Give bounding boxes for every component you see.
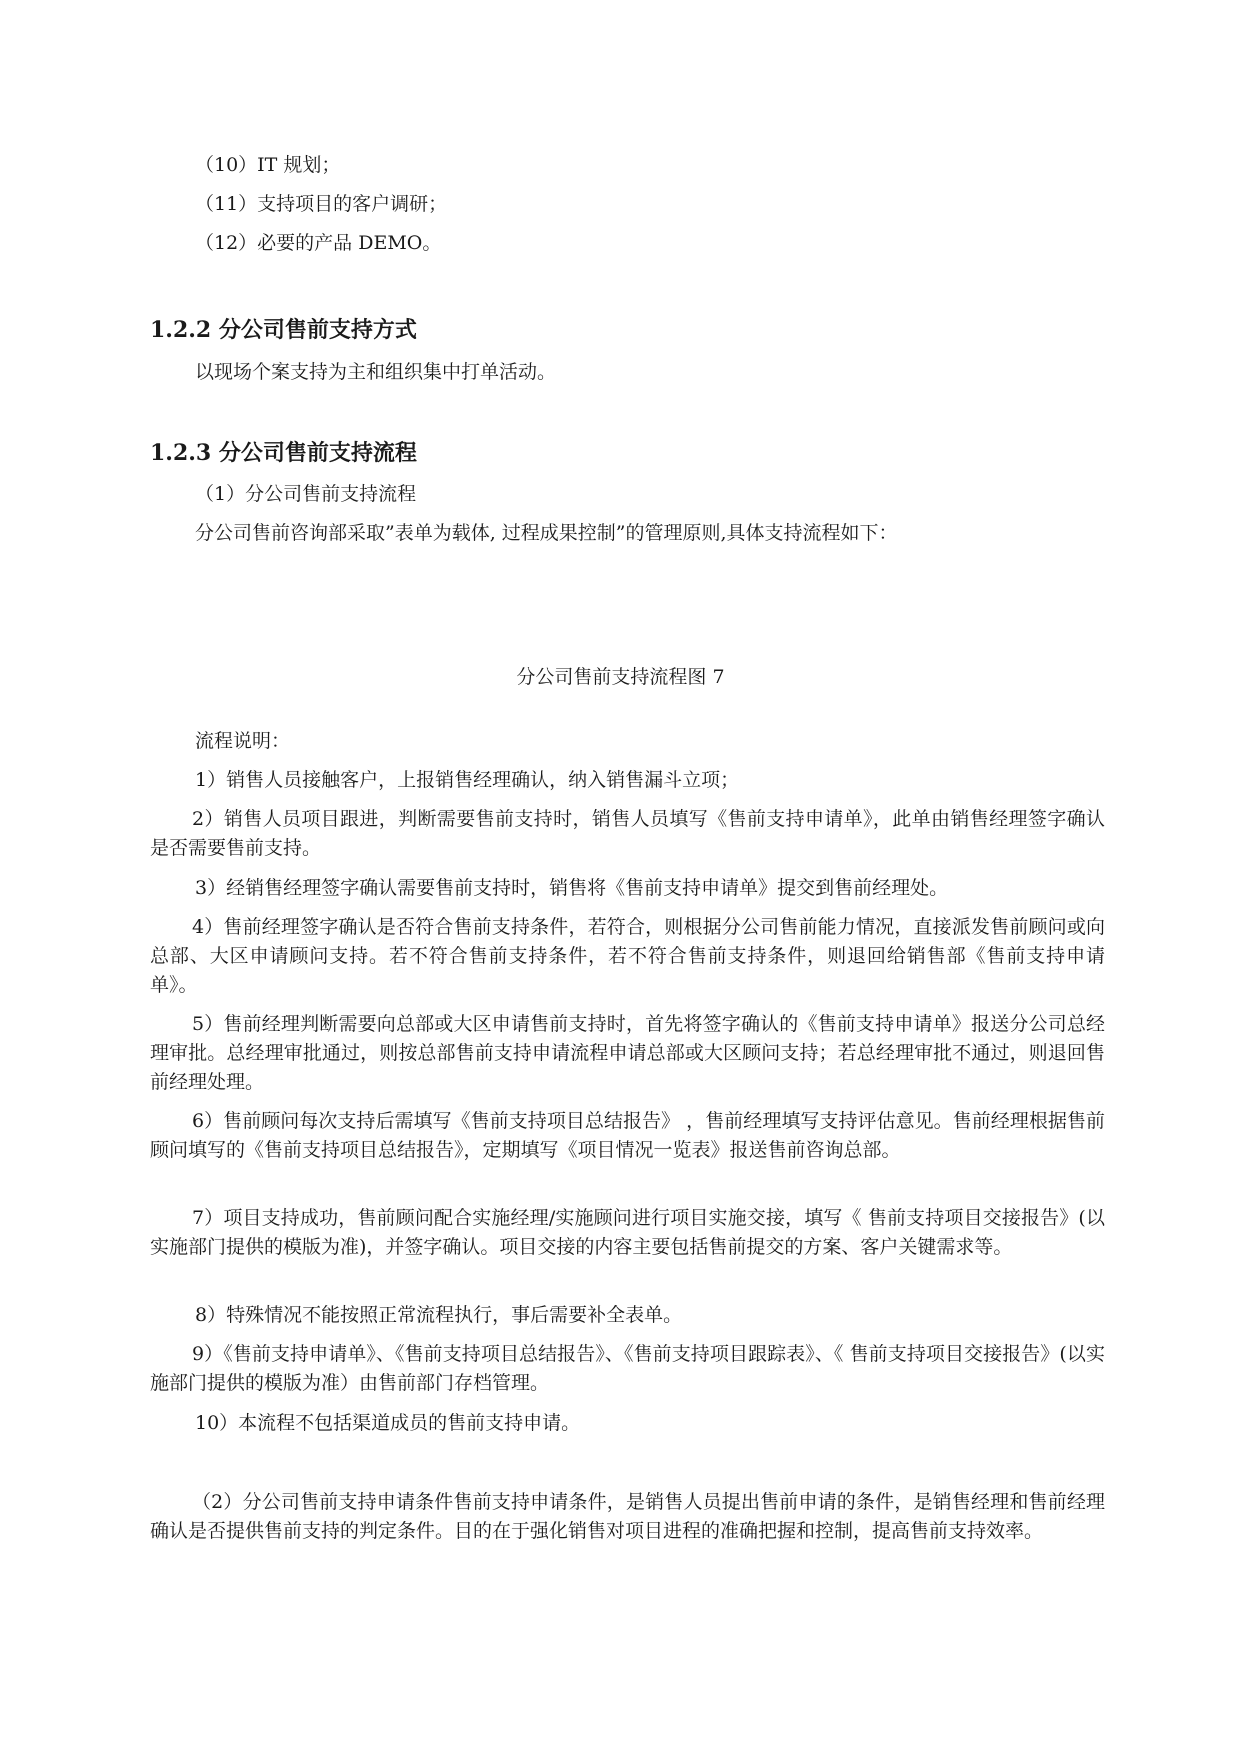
- section-text-1-2-2: 以现场个案支持为主和组织集中打单活动。: [195, 361, 557, 383]
- flow-title: 流程说明：: [195, 730, 291, 752]
- list-item-12: （12）必要的产品 DEMO。: [195, 232, 442, 254]
- figure-caption: 分公司售前支持流程图 7: [516, 666, 725, 688]
- flow-step-9: 9）《售前支持申请单》、《售前支持项目总结报告》、《售前支持项目跟踪表》、《 售前支持项目交接报告》(以实施部门提供的模版为准）由售前部门存档管理。: [150, 1343, 1105, 1394]
- flow-step-4: 4）售前经理签字确认是否符合售前支持条件，若符合，则根据分公司售前能力情况，直接派发售前顾问或向总部、大区申请顾问支持。若不符合售前支持条件，若不符合售前支持条件，则退回给销售部《售前支持申请单》。: [150, 916, 1105, 996]
- list-item-10: （10）IT 规划；: [195, 154, 341, 176]
- flow-step-5: 5）售前经理判断需要向总部或大区申请售前支持时，首先将签字确认的《售前支持申请单》报送分公司总经理审批。总经理审批通过，则按总部售前支持申请流程申请总部或大区顾问支持；若总经理审批不通过，则退回售前经理处理。: [150, 1013, 1105, 1093]
- flow-step-2: 2）销售人员项目跟进，判断需要售前支持时，销售人员填写《售前支持申请单》，此单由销售经理签字确认是否需要售前支持。: [150, 808, 1105, 859]
- subheading-flow: （1）分公司售前支持流程: [195, 483, 417, 505]
- flow-step-7: 7）项目支持成功，售前顾问配合实施经理/实施顾问进行项目实施交接，填写《 售前支持项目交接报告》(以实施部门提供的模版为准)，并签字确认。项目交接的内容主要包括售前提交的方案、客户关键需求等。: [150, 1207, 1105, 1258]
- flow-step-10: 10）本流程不包括渠道成员的售前支持申请。: [195, 1412, 581, 1434]
- condition-paragraph: （2）分公司售前支持申请条件售前支持申请条件，是销售人员提出售前申请的条件，是销售经理和售前经理确认是否提供售前支持的判定条件。目的在于强化销售对项目进程的准确把握和控制，提高售前支持效率。: [150, 1491, 1105, 1542]
- flow-step-6: 6）售前顾问每次支持后需填写《售前支持项目总结报告》 ，售前经理填写支持评估意见。售前经理根据售前顾问填写的《售前支持项目总结报告》，定期填写《项目情况一览表》报送售前咨询总部。: [150, 1110, 1105, 1161]
- flow-step-1: 1）销售人员接触客户，上报销售经理确认，纳入销售漏斗立项；: [195, 769, 740, 791]
- section-heading-1-2-3: 1.2.3 分公司售前支持流程: [150, 440, 417, 466]
- flow-step-8: 8）特殊情况不能按照正常流程执行，事后需要补全表单。: [195, 1304, 683, 1326]
- intro-text: 分公司售前咨询部采取”表单为载体, 过程成果控制”的管理原则,具体支持流程如下：: [195, 522, 898, 544]
- section-heading-1-2-2: 1.2.2 分公司售前支持方式: [150, 317, 417, 343]
- list-item-11: （11）支持项目的客户调研；: [195, 193, 448, 215]
- flow-step-3: 3）经销售经理签字确认需要售前支持时，销售将《售前支持申请单》提交到售前经理处。: [195, 877, 949, 899]
